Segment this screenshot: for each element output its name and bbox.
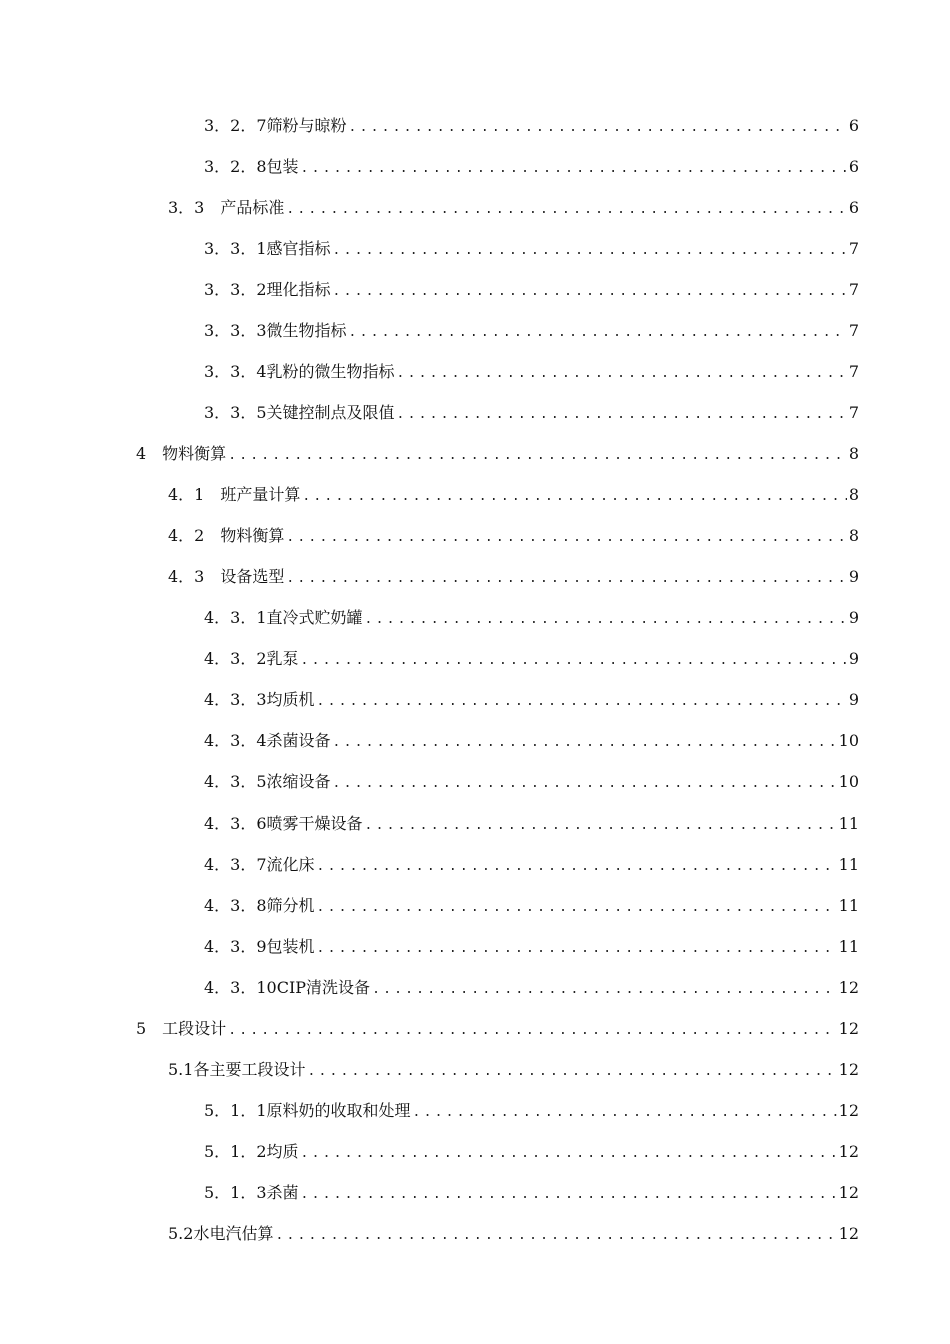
toc-entry[interactable] [136, 442, 859, 466]
dot-leader [333, 772, 837, 796]
toc-entry-title: 3．3 产品标准 [168, 198, 285, 217]
toc-entry-page: 12 [838, 1183, 859, 1202]
toc-entry-page: 8 [848, 444, 859, 463]
toc-entry-page: 10 [838, 731, 859, 750]
toc-entry-title: 3．3．5关键控制点及限值 [204, 403, 395, 422]
toc-entry[interactable] [168, 1058, 859, 1082]
toc-entry-title: 4．3．1直冷式贮奶罐 [204, 608, 363, 627]
toc-entry[interactable] [204, 770, 859, 794]
toc-entry[interactable] [204, 1099, 859, 1123]
toc-entry-title: 4．3．3均质机 [204, 690, 315, 709]
toc-entry-page: 6 [848, 157, 859, 176]
toc-entry-page: 11 [838, 855, 859, 874]
toc-entry[interactable] [204, 319, 859, 343]
toc-entry[interactable] [204, 976, 859, 1000]
toc-entry-title: 4．3．9包装机 [204, 937, 315, 956]
toc-entry[interactable] [204, 401, 859, 425]
toc-entry-page: 7 [848, 239, 859, 258]
dot-leader [275, 1224, 836, 1248]
dot-leader [349, 321, 847, 345]
toc-entry[interactable] [168, 565, 859, 589]
toc-entry-page: 8 [848, 526, 859, 545]
dot-leader [301, 649, 847, 673]
toc-entry[interactable] [136, 1017, 859, 1041]
toc-entry[interactable] [204, 1140, 859, 1164]
dot-leader [286, 567, 846, 591]
toc-entry-page: 12 [838, 978, 859, 997]
toc-entry-page: 7 [848, 403, 859, 422]
toc-entry-page: 7 [848, 362, 859, 381]
toc-entry-title: 4 物料衡算 [136, 444, 227, 463]
toc-entry-title: 3．3．4乳粉的微生物指标 [204, 362, 395, 381]
toc-entry[interactable] [204, 114, 859, 138]
dot-leader [397, 362, 847, 386]
toc-entry-title: 3．3．2理化指标 [204, 280, 331, 299]
toc-entry-title: 4．2 物料衡算 [168, 526, 285, 545]
dot-leader [286, 526, 846, 550]
toc-entry-page: 12 [838, 1019, 859, 1038]
toc-entry-page: 7 [848, 321, 859, 340]
toc-entry[interactable] [168, 483, 859, 507]
toc-entry-title: 4．3．8筛分机 [204, 896, 315, 915]
toc-entry-title: 4．3．6喷雾干燥设备 [204, 814, 363, 833]
toc-entry[interactable] [204, 155, 859, 179]
toc-entry-title: 5．1．2均质 [204, 1142, 299, 1161]
toc-entry-page: 9 [848, 649, 859, 668]
toc-entry-title: 3．3．3微生物指标 [204, 321, 347, 340]
toc-entry-title: 5．1．1原料奶的收取和处理 [204, 1101, 411, 1120]
dot-leader [349, 116, 847, 140]
toc-entry-page: 9 [848, 690, 859, 709]
toc-entry-page: 12 [838, 1101, 859, 1120]
toc-entry-page: 8 [848, 485, 859, 504]
toc-entry[interactable] [204, 812, 859, 836]
toc-entry-page: 12 [838, 1060, 859, 1079]
toc-entry-title: 5.2水电汽估算 [168, 1224, 274, 1243]
dot-leader [365, 608, 847, 632]
dot-leader [333, 239, 847, 263]
toc-entry-title: 3．3．1感官指标 [204, 239, 331, 258]
toc-entry-title: 4．3．7流化床 [204, 855, 315, 874]
dot-leader [333, 280, 847, 304]
toc-entry[interactable] [204, 729, 859, 753]
toc-entry-page: 10 [838, 772, 859, 791]
dot-leader [413, 1101, 837, 1125]
dot-leader [228, 444, 847, 468]
toc-entry-title: 4．3 设备选型 [168, 567, 285, 586]
toc-entry[interactable] [168, 196, 859, 220]
toc-entry-title: 4．3．4杀菌设备 [204, 731, 331, 750]
dot-leader [301, 1183, 837, 1207]
toc-entry[interactable] [204, 853, 859, 877]
toc-entry[interactable] [204, 606, 859, 630]
toc-entry[interactable] [168, 1222, 859, 1246]
toc-entry[interactable] [204, 1181, 859, 1205]
toc-entry[interactable] [204, 278, 859, 302]
dot-leader [333, 731, 837, 755]
toc-entry-title: 5．1．3杀菌 [204, 1183, 299, 1202]
dot-leader [317, 937, 837, 961]
toc-entry-page: 12 [838, 1224, 859, 1243]
dot-leader [301, 1142, 837, 1166]
toc-entry-title: 4．3．10CIP清洗设备 [204, 978, 371, 997]
toc-entry-page: 12 [838, 1142, 859, 1161]
toc-entry[interactable] [168, 524, 859, 548]
dot-leader [286, 198, 846, 222]
toc-entry[interactable] [204, 237, 859, 261]
dot-leader [317, 690, 847, 714]
dot-leader [317, 855, 837, 879]
toc-entry-page: 11 [838, 814, 859, 833]
toc-entry-title: 5 工段设计 [136, 1019, 227, 1038]
toc-entry[interactable] [204, 894, 859, 918]
toc-entry[interactable] [204, 360, 859, 384]
toc-entry-page: 7 [848, 280, 859, 299]
toc-entry[interactable] [204, 647, 859, 671]
dot-leader [372, 978, 837, 1002]
toc-entry-page: 9 [848, 608, 859, 627]
toc-entry[interactable] [204, 688, 859, 712]
toc-entry-page: 6 [848, 116, 859, 135]
dot-leader [317, 896, 837, 920]
toc-entry-title: 5.1各主要工段设计 [168, 1060, 306, 1079]
toc-entry-title: 4．3．5浓缩设备 [204, 772, 331, 791]
toc-entry-page: 11 [838, 937, 859, 956]
dot-leader [301, 157, 847, 181]
dot-leader [307, 1060, 836, 1084]
toc-entry[interactable] [204, 935, 859, 959]
toc-entry-page: 6 [848, 198, 859, 217]
dot-leader [397, 403, 847, 427]
toc-entry-title: 3．2．7筛粉与晾粉 [204, 116, 347, 135]
dot-leader [302, 485, 846, 509]
toc-entry-title: 3．2．8包装 [204, 157, 299, 176]
toc-entry-title: 4．3．2乳泵 [204, 649, 299, 668]
toc-entry-page: 11 [838, 896, 859, 915]
dot-leader [228, 1019, 836, 1043]
toc-entry-title: 4．1 班产量计算 [168, 485, 301, 504]
dot-leader [365, 814, 837, 838]
toc-entry-page: 9 [848, 567, 859, 586]
